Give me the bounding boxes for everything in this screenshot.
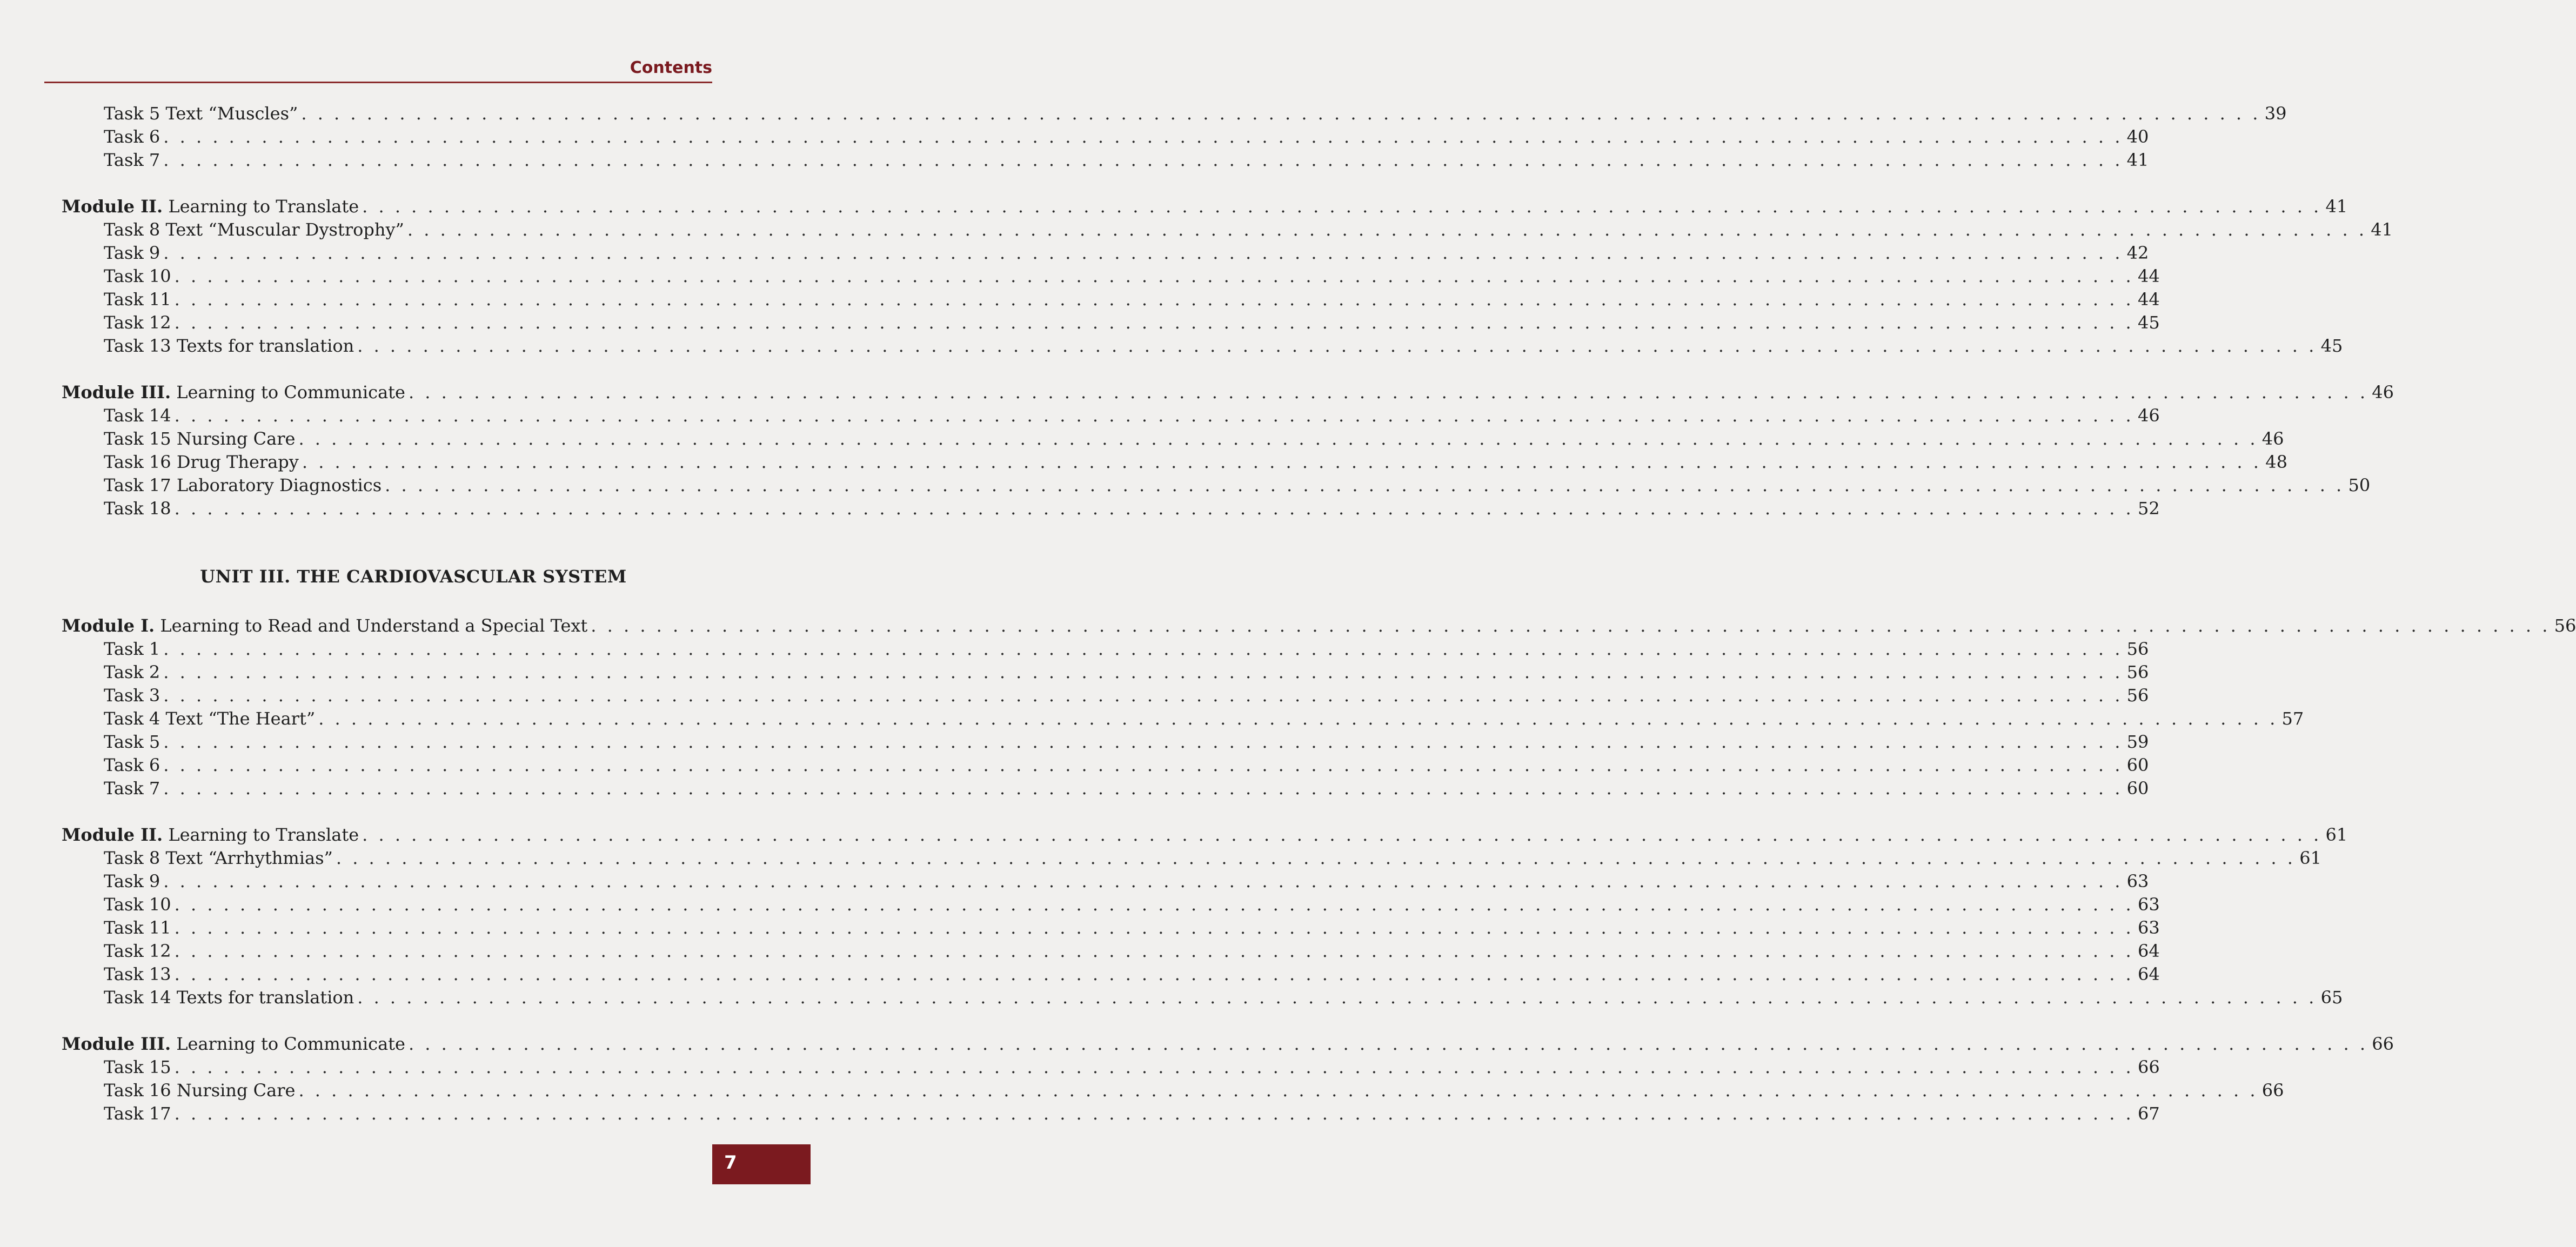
dot-leader: . . . . . . . . . . . . . . . . . . . . . . . . . . . . . . . . . . . . . . . . . . . . . . . . . . . . . . . . . . . . . . . . . . . . . . . . . . . . . . . . . . . . . . . . . . . . . . . . . . . . . . . . . . . . . . . . . . . . . . . .	[174, 894, 2134, 915]
dot-leader: . . . . . . . . . . . . . . . . . . . . . . . . . . . . . . . . . . . . . . . . . . . . . . . . . . . . . . . . . . . . . . . . . . . . . . . . . . . . . . . . . . . . . . . . . . . . . . . . . . . . . . . . . . . . . . . . . . . . . . . .	[362, 824, 2322, 845]
toc-entry-title: Task 1	[104, 639, 160, 659]
toc-page-number: 63	[2126, 871, 2149, 891]
dot-leader: . . . . . . . . . . . . . . . . . . . . . . . . . . . . . . . . . . . . . . . . . . . . . . . . . . . . . . . . . . . . . . . . . . . . . . . . . . . . . . . . . . . . . . . . . . . . . . . . . . . . . . . . . . . . . . . . . . . . . . . .	[357, 336, 2317, 356]
toc-task-entry	[104, 149, 2149, 171]
dot-leader: . . . . . . . . . . . . . . . . . . . . . . . . . . . . . . . . . . . . . . . . . . . . . . . . . . . . . . . . . . . . . . . . . . . . . . . . . . . . . . . . . . . . . . . . . . . . . . . . . . . . . . . . . . . . . . . . . . . . . . . .	[163, 150, 2123, 170]
toc-page-number: 41	[2126, 150, 2149, 170]
toc-entry-title: Task 7	[104, 778, 160, 799]
toc-entry-title: Task 5	[104, 732, 160, 752]
toc-page-number: 65	[2320, 987, 2343, 1008]
dot-leader: . . . . . . . . . . . . . . . . . . . . . . . . . . . . . . . . . . . . . . . . . . . . . . . . . . . . . . . . . . . . . . . . . . . . . . . . . . . . . . . . . . . . . . . . . . . . . . . . . . . . . . . . . . . . . . . . . . . . . . . .	[163, 126, 2123, 147]
toc-page-number: 40	[2126, 126, 2149, 147]
toc-task-entry	[104, 289, 2160, 310]
running-header-title: Contents	[630, 58, 712, 77]
toc-entry-title: Task 15	[104, 1057, 171, 1077]
toc-entry-label	[104, 777, 160, 799]
toc-task-entry	[104, 917, 2160, 938]
toc-entry-title: Task 10	[104, 894, 171, 915]
toc-page-number: 60	[2126, 778, 2149, 799]
toc-page-number: 57	[2281, 708, 2304, 729]
toc-entry-title: Task 4 Text “The Heart”	[104, 708, 316, 729]
toc-entry-label	[104, 289, 171, 310]
toc-page-number: 61	[2325, 824, 2348, 845]
dot-leader: . . . . . . . . . . . . . . . . . . . . . . . . . . . . . . . . . . . . . . . . . . . . . . . . . . . . . . . . . . . . . . . . . . . . . . . . . . . . . . . . . . . . . . . . . . . . . . . . . . . . . . . . . . . . . . . . . . . . . . . .	[163, 778, 2123, 799]
dot-leader: . . . . . . . . . . . . . . . . . . . . . . . . . . . . . . . . . . . . . . . . . . . . . . . . . . . . . . . . . . . . . . . . . . . . . . . . . . . . . . . . . . . . . . . . . . . . . . . . . . . . . . . . . . . . . . . . . . . . . . . .	[407, 219, 2367, 240]
toc-page-number: 56	[2554, 615, 2576, 636]
dot-leader: . . . . . . . . . . . . . . . . . . . . . . . . . . . . . . . . . . . . . . . . . . . . . . . . . . . . . . . . . . . . . . . . . . . . . . . . . . . . . . . . . . . . . . . . . . . . . . . . . . . . . . . . . . . . . . . . . . . . . . . .	[163, 243, 2123, 263]
dot-leader: . . . . . . . . . . . . . . . . . . . . . . . . . . . . . . . . . . . . . . . . . . . . . . . . . . . . . . . . . . . . . . . . . . . . . . . . . . . . . . . . . . . . . . . . . . . . . . . . . . . . . . . . . . . . . . . . . . . . . . . .	[174, 1057, 2134, 1077]
toc-entry-label	[62, 1033, 405, 1055]
page-number: 7	[724, 1152, 737, 1174]
toc-entry-label	[104, 405, 171, 426]
toc-task-entry	[104, 428, 2284, 450]
dot-leader: . . . . . . . . . . . . . . . . . . . . . . . . . . . . . . . . . . . . . . . . . . . . . . . . . . . . . . . . . . . . . . . . . . . . . . . . . . . . . . . . . . . . . . . . . . . . . . . . . . . . . . . . . . . . . . . . . . . . . . . .	[163, 732, 2123, 752]
toc-page-number: 56	[2126, 639, 2149, 659]
toc-module-name: Module I.	[62, 615, 155, 636]
toc-entry-label	[104, 894, 171, 915]
toc-task-entry	[104, 661, 2149, 683]
toc-page-number: 39	[2264, 103, 2287, 124]
toc-entry-label	[104, 754, 160, 776]
toc-entry-title: Task 14	[104, 405, 171, 426]
toc-entry-title: Learning to Communicate	[171, 1034, 405, 1054]
toc-entry-title: Learning to Translate	[163, 824, 359, 845]
dot-leader: . . . . . . . . . . . . . . . . . . . . . . . . . . . . . . . . . . . . . . . . . . . . . . . . . . . . . . . . . . . . . . . . . . . . . . . . . . . . . . . . . . . . . . . . . . . . . . . . . . . . . . . . . . . . . . . . . . . . . . . .	[163, 685, 2123, 706]
toc-page-number: 46	[2372, 382, 2394, 403]
toc-task-entry	[104, 731, 2149, 753]
toc-page-number: 45	[2320, 336, 2343, 356]
toc-entry-title: Task 11	[104, 289, 171, 310]
toc-task-entry	[104, 312, 2160, 333]
dot-leader: . . . . . . . . . . . . . . . . . . . . . . . . . . . . . . . . . . . . . . . . . . . . . . . . . . . . . . . . . . . . . . . . . . . . . . . . . . . . . . . . . . . . . . . . . . . . . . . . . . . . . . . . . . . . . . . . . . . . . . . .	[174, 312, 2134, 333]
toc-entry-label	[104, 242, 160, 264]
toc-task-entry	[104, 940, 2160, 962]
toc-page-number: 46	[2261, 428, 2284, 449]
toc-task-entry	[104, 685, 2149, 706]
toc-module-entry	[62, 196, 2348, 217]
toc-task-entry	[104, 335, 2343, 357]
toc-module-name: Module III.	[62, 1034, 171, 1054]
toc-task-entry	[104, 1080, 2284, 1101]
toc-page-number: 66	[2138, 1057, 2160, 1077]
toc-entry-label	[104, 987, 354, 1008]
toc-entry-label	[104, 917, 171, 938]
toc-module-name: Module III.	[62, 382, 171, 403]
toc-entry-title: Task 9	[104, 243, 160, 263]
toc-page-number: 56	[2126, 685, 2149, 706]
toc-entry-label	[104, 126, 160, 148]
toc-task-entry	[104, 754, 2149, 776]
toc-entry-title: Task 13	[104, 964, 171, 984]
toc-entry-label	[62, 615, 587, 636]
unit-heading: UNIT III. THE CARDIOVASCULAR SYSTEM	[200, 566, 627, 587]
toc-entry-title: Task 13 Texts for translation	[104, 336, 354, 356]
toc-entry-label	[104, 708, 315, 729]
toc-module-name: Module II.	[62, 824, 163, 845]
toc-entry-label	[104, 940, 171, 962]
toc-entry-title: Task 7	[104, 150, 160, 170]
toc-page-number: 41	[2371, 219, 2393, 240]
toc-entry-label	[104, 661, 160, 683]
dot-leader: . . . . . . . . . . . . . . . . . . . . . . . . . . . . . . . . . . . . . . . . . . . . . . . . . . . . . . . . . . . . . . . . . . . . . . . . . . . . . . . . . . . . . . . . . . . . . . . . . . . . . . . . . . . . . . . . . . . . . . . .	[174, 1103, 2134, 1124]
dot-leader: . . . . . . . . . . . . . . . . . . . . . . . . . . . . . . . . . . . . . . . . . . . . . . . . . . . . . . . . . . . . . . . . . . . . . . . . . . . . . . . . . . . . . . . . . . . . . . . . . . . . . . . . . . . . . . . . . . . . . . . .	[163, 871, 2123, 891]
toc-entry-title: Task 3	[104, 685, 160, 706]
toc-entry-label	[104, 685, 160, 706]
toc-page-number: 45	[2138, 312, 2160, 333]
toc-entry-title: Task 6	[104, 755, 160, 775]
toc-entry-title: Task 5 Text “Muscles”	[104, 103, 298, 124]
dot-leader: . . . . . . . . . . . . . . . . . . . . . . . . . . . . . . . . . . . . . . . . . . . . . . . . . . . . . . . . . . . . . . . . . . . . . . . . . . . . . . . . . . . . . . . . . . . . . . . . . . . . . . . . . . . . . . . . . . . . . . . .	[163, 755, 2123, 775]
dot-leader: . . . . . . . . . . . . . . . . . . . . . . . . . . . . . . . . . . . . . . . . . . . . . . . . . . . . . . . . . . . . . . . . . . . . . . . . . . . . . . . . . . . . . . . . . . . . . . . . . . . . . . . . . . . . . . . . . . . . . . . .	[174, 964, 2134, 984]
dot-leader: . . . . . . . . . . . . . . . . . . . . . . . . . . . . . . . . . . . . . . . . . . . . . . . . . . . . . . . . . . . . . . . . . . . . . . . . . . . . . . . . . . . . . . . . . . . . . . . . . . . . . . . . . . . . . . . . . . . . . . . .	[408, 382, 2368, 403]
toc-task-entry	[104, 242, 2149, 264]
toc-page-number: 66	[2372, 1034, 2394, 1054]
toc-entry-label	[104, 103, 298, 124]
toc-page-number: 64	[2138, 941, 2160, 961]
toc-entry-title: Task 12	[104, 312, 171, 333]
toc-entry-title: Task 12	[104, 941, 171, 961]
toc-module-entry	[62, 615, 2576, 636]
toc-task-entry	[104, 498, 2160, 519]
toc-page-number: 44	[2138, 289, 2160, 310]
toc-entry-label	[104, 335, 354, 357]
dot-leader: . . . . . . . . . . . . . . . . . . . . . . . . . . . . . . . . . . . . . . . . . . . . . . . . . . . . . . . . . . . . . . . . . . . . . . . . . . . . . . . . . . . . . . . . . . . . . . . . . . . . . . . . . . . . . . . . . . . . . . . .	[362, 196, 2322, 217]
toc-task-entry	[104, 1056, 2160, 1078]
toc-task-entry	[104, 987, 2343, 1008]
toc-entry-label	[104, 312, 171, 333]
toc-entry-title: Task 16 Nursing Care	[104, 1080, 296, 1101]
dot-leader: . . . . . . . . . . . . . . . . . . . . . . . . . . . . . . . . . . . . . . . . . . . . . . . . . . . . . . . . . . . . . . . . . . . . . . . . . . . . . . . . . . . . . . . . . . . . . . . . . . . . . . . . . . . . . . . . . . . . . . . .	[408, 1034, 2368, 1054]
toc-entry-label	[62, 824, 359, 846]
toc-page-number: 61	[2299, 848, 2321, 868]
toc-task-entry	[104, 963, 2160, 985]
toc-task-entry	[104, 451, 2287, 473]
toc-entry-label	[104, 149, 160, 171]
toc-page-number: 64	[2138, 964, 2160, 984]
toc-task-entry	[104, 474, 2371, 496]
header-rule	[44, 82, 712, 83]
toc-entry-title: Task 18	[104, 498, 171, 519]
toc-page-number: 50	[2348, 475, 2371, 495]
dot-leader: . . . . . . . . . . . . . . . . . . . . . . . . . . . . . . . . . . . . . . . . . . . . . . . . . . . . . . . . . . . . . . . . . . . . . . . . . . . . . . . . . . . . . . . . . . . . . . . . . . . . . . . . . . . . . . . . . . . . . . . .	[174, 266, 2134, 286]
dot-leader: . . . . . . . . . . . . . . . . . . . . . . . . . . . . . . . . . . . . . . . . . . . . . . . . . . . . . . . . . . . . . . . . . . . . . . . . . . . . . . . . . . . . . . . . . . . . . . . . . . . . . . . . . . . . . . . . . . . . . . . .	[302, 452, 2261, 472]
toc-task-entry	[104, 870, 2149, 892]
toc-task-entry	[104, 1103, 2160, 1124]
toc-entry-label	[104, 498, 171, 519]
dot-leader: . . . . . . . . . . . . . . . . . . . . . . . . . . . . . . . . . . . . . . . . . . . . . . . . . . . . . . . . . . . . . . . . . . . . . . . . . . . . . . . . . . . . . . . . . . . . . . . . . . . . . . . . . . . . . . . . . . . . . . . .	[298, 428, 2258, 449]
toc-entry-title: Learning to Read and Understand a Special Text	[155, 615, 588, 636]
toc-entry-title: Task 8 Text “Arrhythmias”	[104, 848, 333, 868]
toc-page-number: 44	[2138, 266, 2160, 286]
toc-module-entry	[62, 381, 2394, 403]
toc-page-number: 52	[2138, 498, 2160, 519]
toc-entry-label	[62, 381, 405, 403]
toc-page-number: 67	[2138, 1103, 2160, 1124]
toc-page-number: 56	[2126, 662, 2149, 682]
toc-module-entry	[62, 824, 2348, 846]
dot-leader: . . . . . . . . . . . . . . . . . . . . . . . . . . . . . . . . . . . . . . . . . . . . . . . . . . . . . . . . . . . . . . . . . . . . . . . . . . . . . . . . . . . . . . . . . . . . . . . . . . . . . . . . . . . . . . . . . . . . . . . .	[591, 615, 2551, 636]
dot-leader: . . . . . . . . . . . . . . . . . . . . . . . . . . . . . . . . . . . . . . . . . . . . . . . . . . . . . . . . . . . . . . . . . . . . . . . . . . . . . . . . . . . . . . . . . . . . . . . . . . . . . . . . . . . . . . . . . . . . . . . .	[174, 289, 2134, 310]
toc-entry-title: Learning to Translate	[163, 196, 359, 217]
toc-entry-title: Task 8 Text “Muscular Dystrophy”	[104, 219, 404, 240]
toc-entry-title: Task 6	[104, 126, 160, 147]
toc-page-number: 63	[2138, 917, 2160, 938]
toc-task-entry	[104, 219, 2393, 240]
toc-page-number: 66	[2261, 1080, 2284, 1101]
toc-page-number: 60	[2126, 755, 2149, 775]
toc-task-entry	[104, 405, 2160, 426]
toc-task-entry	[104, 894, 2160, 915]
toc-entry-label	[104, 474, 382, 496]
toc-entry-title: Task 17	[104, 1103, 171, 1124]
toc-page-number: 59	[2126, 732, 2149, 752]
dot-leader: . . . . . . . . . . . . . . . . . . . . . . . . . . . . . . . . . . . . . . . . . . . . . . . . . . . . . . . . . . . . . . . . . . . . . . . . . . . . . . . . . . . . . . . . . . . . . . . . . . . . . . . . . . . . . . . . . . . . . . . .	[318, 708, 2278, 729]
dot-leader: . . . . . . . . . . . . . . . . . . . . . . . . . . . . . . . . . . . . . . . . . . . . . . . . . . . . . . . . . . . . . . . . . . . . . . . . . . . . . . . . . . . . . . . . . . . . . . . . . . . . . . . . . . . . . . . . . . . . . . . .	[301, 103, 2261, 124]
toc-entry-label	[104, 265, 171, 287]
toc-page-number: 41	[2325, 196, 2348, 217]
dot-leader: . . . . . . . . . . . . . . . . . . . . . . . . . . . . . . . . . . . . . . . . . . . . . . . . . . . . . . . . . . . . . . . . . . . . . . . . . . . . . . . . . . . . . . . . . . . . . . . . . . . . . . . . . . . . . . . . . . . . . . . .	[163, 662, 2123, 682]
toc-entry-title: Learning to Communicate	[171, 382, 405, 403]
toc-entry-label	[104, 219, 404, 240]
dot-leader: . . . . . . . . . . . . . . . . . . . . . . . . . . . . . . . . . . . . . . . . . . . . . . . . . . . . . . . . . . . . . . . . . . . . . . . . . . . . . . . . . . . . . . . . . . . . . . . . . . . . . . . . . . . . . . . . . . . . . . . .	[174, 498, 2134, 519]
dot-leader: . . . . . . . . . . . . . . . . . . . . . . . . . . . . . . . . . . . . . . . . . . . . . . . . . . . . . . . . . . . . . . . . . . . . . . . . . . . . . . . . . . . . . . . . . . . . . . . . . . . . . . . . . . . . . . . . . . . . . . . .	[336, 848, 2296, 868]
toc-task-entry	[104, 126, 2149, 148]
toc-task-entry	[104, 708, 2304, 729]
toc-entry-label	[104, 1056, 171, 1078]
dot-leader: . . . . . . . . . . . . . . . . . . . . . . . . . . . . . . . . . . . . . . . . . . . . . . . . . . . . . . . . . . . . . . . . . . . . . . . . . . . . . . . . . . . . . . . . . . . . . . . . . . . . . . . . . . . . . . . . . . . . . . . .	[174, 941, 2134, 961]
toc-entry-label	[104, 451, 299, 473]
dot-leader: . . . . . . . . . . . . . . . . . . . . . . . . . . . . . . . . . . . . . . . . . . . . . . . . . . . . . . . . . . . . . . . . . . . . . . . . . . . . . . . . . . . . . . . . . . . . . . . . . . . . . . . . . . . . . . . . . . . . . . . .	[174, 917, 2134, 938]
toc-entry-label	[104, 1103, 171, 1124]
toc-entry-label	[62, 196, 359, 217]
toc-module-name: Module II.	[62, 196, 163, 217]
dot-leader: . . . . . . . . . . . . . . . . . . . . . . . . . . . . . . . . . . . . . . . . . . . . . . . . . . . . . . . . . . . . . . . . . . . . . . . . . . . . . . . . . . . . . . . . . . . . . . . . . . . . . . . . . . . . . . . . . . . . . . . .	[174, 405, 2134, 426]
dot-leader: . . . . . . . . . . . . . . . . . . . . . . . . . . . . . . . . . . . . . . . . . . . . . . . . . . . . . . . . . . . . . . . . . . . . . . . . . . . . . . . . . . . . . . . . . . . . . . . . . . . . . . . . . . . . . . . . . . . . . . . .	[298, 1080, 2258, 1101]
toc-task-entry	[104, 265, 2160, 287]
toc-module-entry	[62, 1033, 2394, 1055]
page-number-tab	[712, 1144, 811, 1184]
toc-entry-title: Task 9	[104, 871, 160, 891]
toc-entry-title: Task 16 Drug Therapy	[104, 452, 299, 472]
toc-page-number: 63	[2138, 894, 2160, 915]
toc-entry-label	[104, 963, 171, 985]
toc-entry-label	[104, 870, 160, 892]
toc-entry-label	[104, 847, 333, 869]
toc-entry-label	[104, 428, 295, 450]
toc-page-number: 48	[2265, 452, 2287, 472]
toc-entry-label	[104, 638, 160, 660]
toc-entry-label	[104, 731, 160, 753]
toc-task-entry	[104, 847, 2321, 869]
toc-task-entry	[104, 638, 2149, 660]
toc-task-entry	[104, 103, 2287, 124]
dot-leader: . . . . . . . . . . . . . . . . . . . . . . . . . . . . . . . . . . . . . . . . . . . . . . . . . . . . . . . . . . . . . . . . . . . . . . . . . . . . . . . . . . . . . . . . . . . . . . . . . . . . . . . . . . . . . . . . . . . . . . . .	[357, 987, 2317, 1008]
dot-leader: . . . . . . . . . . . . . . . . . . . . . . . . . . . . . . . . . . . . . . . . . . . . . . . . . . . . . . . . . . . . . . . . . . . . . . . . . . . . . . . . . . . . . . . . . . . . . . . . . . . . . . . . . . . . . . . . . . . . . . . .	[163, 639, 2123, 659]
dot-leader: . . . . . . . . . . . . . . . . . . . . . . . . . . . . . . . . . . . . . . . . . . . . . . . . . . . . . . . . . . . . . . . . . . . . . . . . . . . . . . . . . . . . . . . . . . . . . . . . . . . . . . . . . . . . . . . . . . . . . . . .	[385, 475, 2345, 495]
toc-entry-title: Task 14 Texts for translation	[104, 987, 354, 1008]
toc-entry-title: Task 10	[104, 266, 171, 286]
toc-entry-title: Task 11	[104, 917, 171, 938]
toc-page-number: 42	[2126, 243, 2149, 263]
toc-entry-title: Task 15 Nursing Care	[104, 428, 296, 449]
toc-entry-label	[104, 1080, 295, 1101]
toc-page-number: 46	[2138, 405, 2160, 426]
toc-task-entry	[104, 777, 2149, 799]
toc-entry-title: Task 17 Laboratory Diagnostics	[104, 475, 382, 495]
toc-entry-title: Task 2	[104, 662, 160, 682]
